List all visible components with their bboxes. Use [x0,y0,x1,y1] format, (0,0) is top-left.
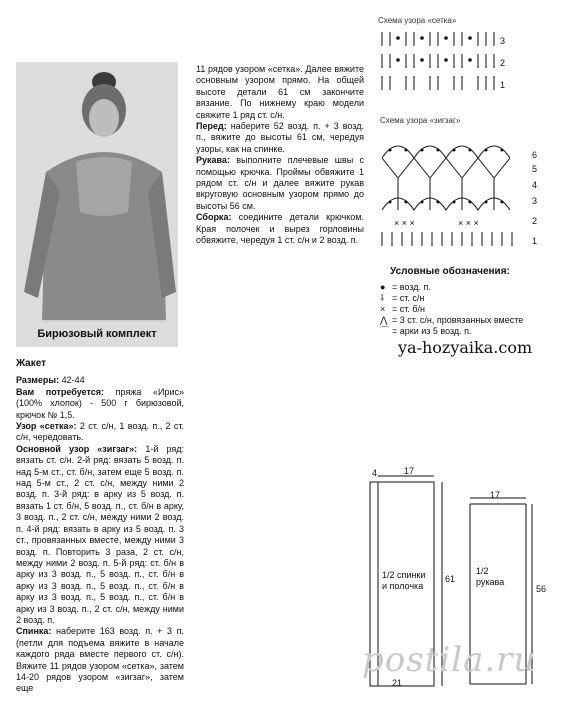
svg-text:× × ×: × × × [458,218,479,228]
back-text: наберите 163 возд. п. + 3 п. (петли для подъема вяжите в начале каждого ряда вместе первого ст. с/н). Вяжите 11 рядов узором «сетка», затем 14-20 рядов узором «зигзаг», затем еще [16,626,184,694]
arch-symbol-icon: ⌒ [380,326,390,336]
body-piece-label: 1/2 спинки и полочка [382,570,426,591]
need-text: пряжа «Ирис» (100% хлопок) - 500 г бирюзовой, крючок № 1,5. [16,386,184,420]
body-height-dim: 61 [445,574,456,584]
legend-text: = возд. п. [392,282,431,292]
zig-row-2: 2 [532,216,538,226]
back-label: Спинка: [16,626,52,637]
model-photo [16,62,178,347]
zig-row-3: 3 [532,196,538,206]
legend-text: = 3 ст. с/н, провязанных вместе [392,315,524,325]
sizes-value: 42-44 [61,375,85,386]
zigzag-scheme-diagram [378,128,528,250]
zig-row-5: 5 [532,164,538,174]
legend-item [380,282,560,293]
legend-title: Условные обозначения: [390,266,510,277]
zigzag-pattern-text: 1-й ряд: вязать ст. с/н. 2-й ряд: вязать 5 возд. п. над 5-м ст., ст. б/н, затем еще 5 возд. п. над 5-м ст., 2 ст. с/н, между ними 2 возд. п. 3-й ряд: в арку из 5 возд. п. вязать 1 ст. б/н, 5 возд. п., ст. б/н в арку, 3 возд. п., 2 ст. с/н, между ними 2 возд. п. 4-й ряд: вязать в арку из 5 возд. п. 3 ст., провязанных вместе, между ними 3 возд. п. Повторить 3 раза, 2 ст. с/н, между ними 2 возд. п. 5-й ряд: ст. б/н в арку из 3 возд. п., 5 возд. п., ст. б/н в арку из 3 возд. п., 5 возд. п., ст. б/н в арку из 3 возд. п., 5 возд. п., ст. б/н в арку из 3 возд. п., 2 ст. с/н, между ними 2 возд. п. [16,443,184,625]
single-crochet-symbol-icon: × [380,304,386,314]
sleeve-text: выполните плечевые швы с помощью крючка. Проймы обвяжите 1 рядом ст. с/н и далее вяжите рукав вкруговую основным узором прямо до высоты 56 см. [196,155,364,211]
svg-text:× × ×: × × × [394,218,415,228]
postila-watermark: postila.ru [362,640,537,680]
net-row-2: 2 [500,58,506,68]
sleeve-height-dim: 56 [536,584,547,594]
left-text-column [16,358,184,695]
front-text: наберите 52 возд. п. + 3 возд. п., вяжите до высоты 61 см, чередуя узоры, как на спинке. [196,121,364,154]
net-pattern-label: Узор «сетка»: [16,421,77,432]
net-pattern-text: 2 ст. с/н, 1 возд. п., 2 ст. с/н, чередовать. [16,421,184,443]
woman-photo-illustration [16,62,178,347]
item-title: Жакет [16,358,47,369]
zig-row-1: 1 [532,236,538,246]
net-row-3: 3 [500,36,506,46]
intro-text: 11 рядов узором «сетка». Далее вяжите основным узором прямо. На общей высоте детали 61 см закончите вязание. По нижнему краю модели свяжите 1 ряд ст. с/н. [196,64,364,120]
assembly-label: Сборка: [196,212,232,223]
double-crochet-symbol-icon: ⸸ [380,293,385,303]
legend-item [380,304,560,315]
net-row-1: 1 [500,80,506,90]
zig-row-6: 6 [532,150,538,160]
legend-list [380,282,560,337]
zigzag-scheme-title: Схема узора «зигзаг» [380,116,461,125]
legend-text: = ст. с/н [392,293,425,303]
zigzag-pattern-label: Основной узор «зигзаг»: [16,443,138,454]
middle-text-column [196,64,364,247]
net-scheme-diagram [378,28,518,96]
assembly-text: соедините детали крючком. Края полочек и вырез горловины обвяжите, чередуя 1 ст. с/н и 2 возд. п. [196,212,364,246]
net-scheme-svg [378,28,518,96]
body-bottom-width-dim: 21 [392,678,403,688]
sleeve-top-width-dim: 17 [490,490,501,500]
site-watermark: ya-hozyaika.com [398,338,533,357]
zigzag-scheme-svg [378,128,528,250]
sizes-label: Размеры: [16,375,60,386]
chain-symbol-icon: ● [380,282,386,292]
front-label: Перед: [196,121,227,132]
cluster-symbol-icon: ⋀ [380,315,388,325]
body-top-left-dim: 4 [372,468,378,478]
net-scheme-title: Схема узора «сетка» [378,16,457,25]
need-label: Вам потребуется: [16,386,105,397]
sleeve-label: Рукава: [196,155,230,166]
legend-item [380,326,560,337]
sleeve-piece-label: 1/2 рукава [476,566,505,587]
legend-item [380,293,560,304]
legend-text: = арки из 5 возд. п. [392,326,472,336]
zig-row-4: 4 [532,180,538,190]
legend-item [380,315,560,326]
legend-text: = ст. б/н [392,304,426,314]
photo-caption: Бирюзовый комплект [16,320,178,347]
body-top-width-dim: 17 [404,466,415,476]
